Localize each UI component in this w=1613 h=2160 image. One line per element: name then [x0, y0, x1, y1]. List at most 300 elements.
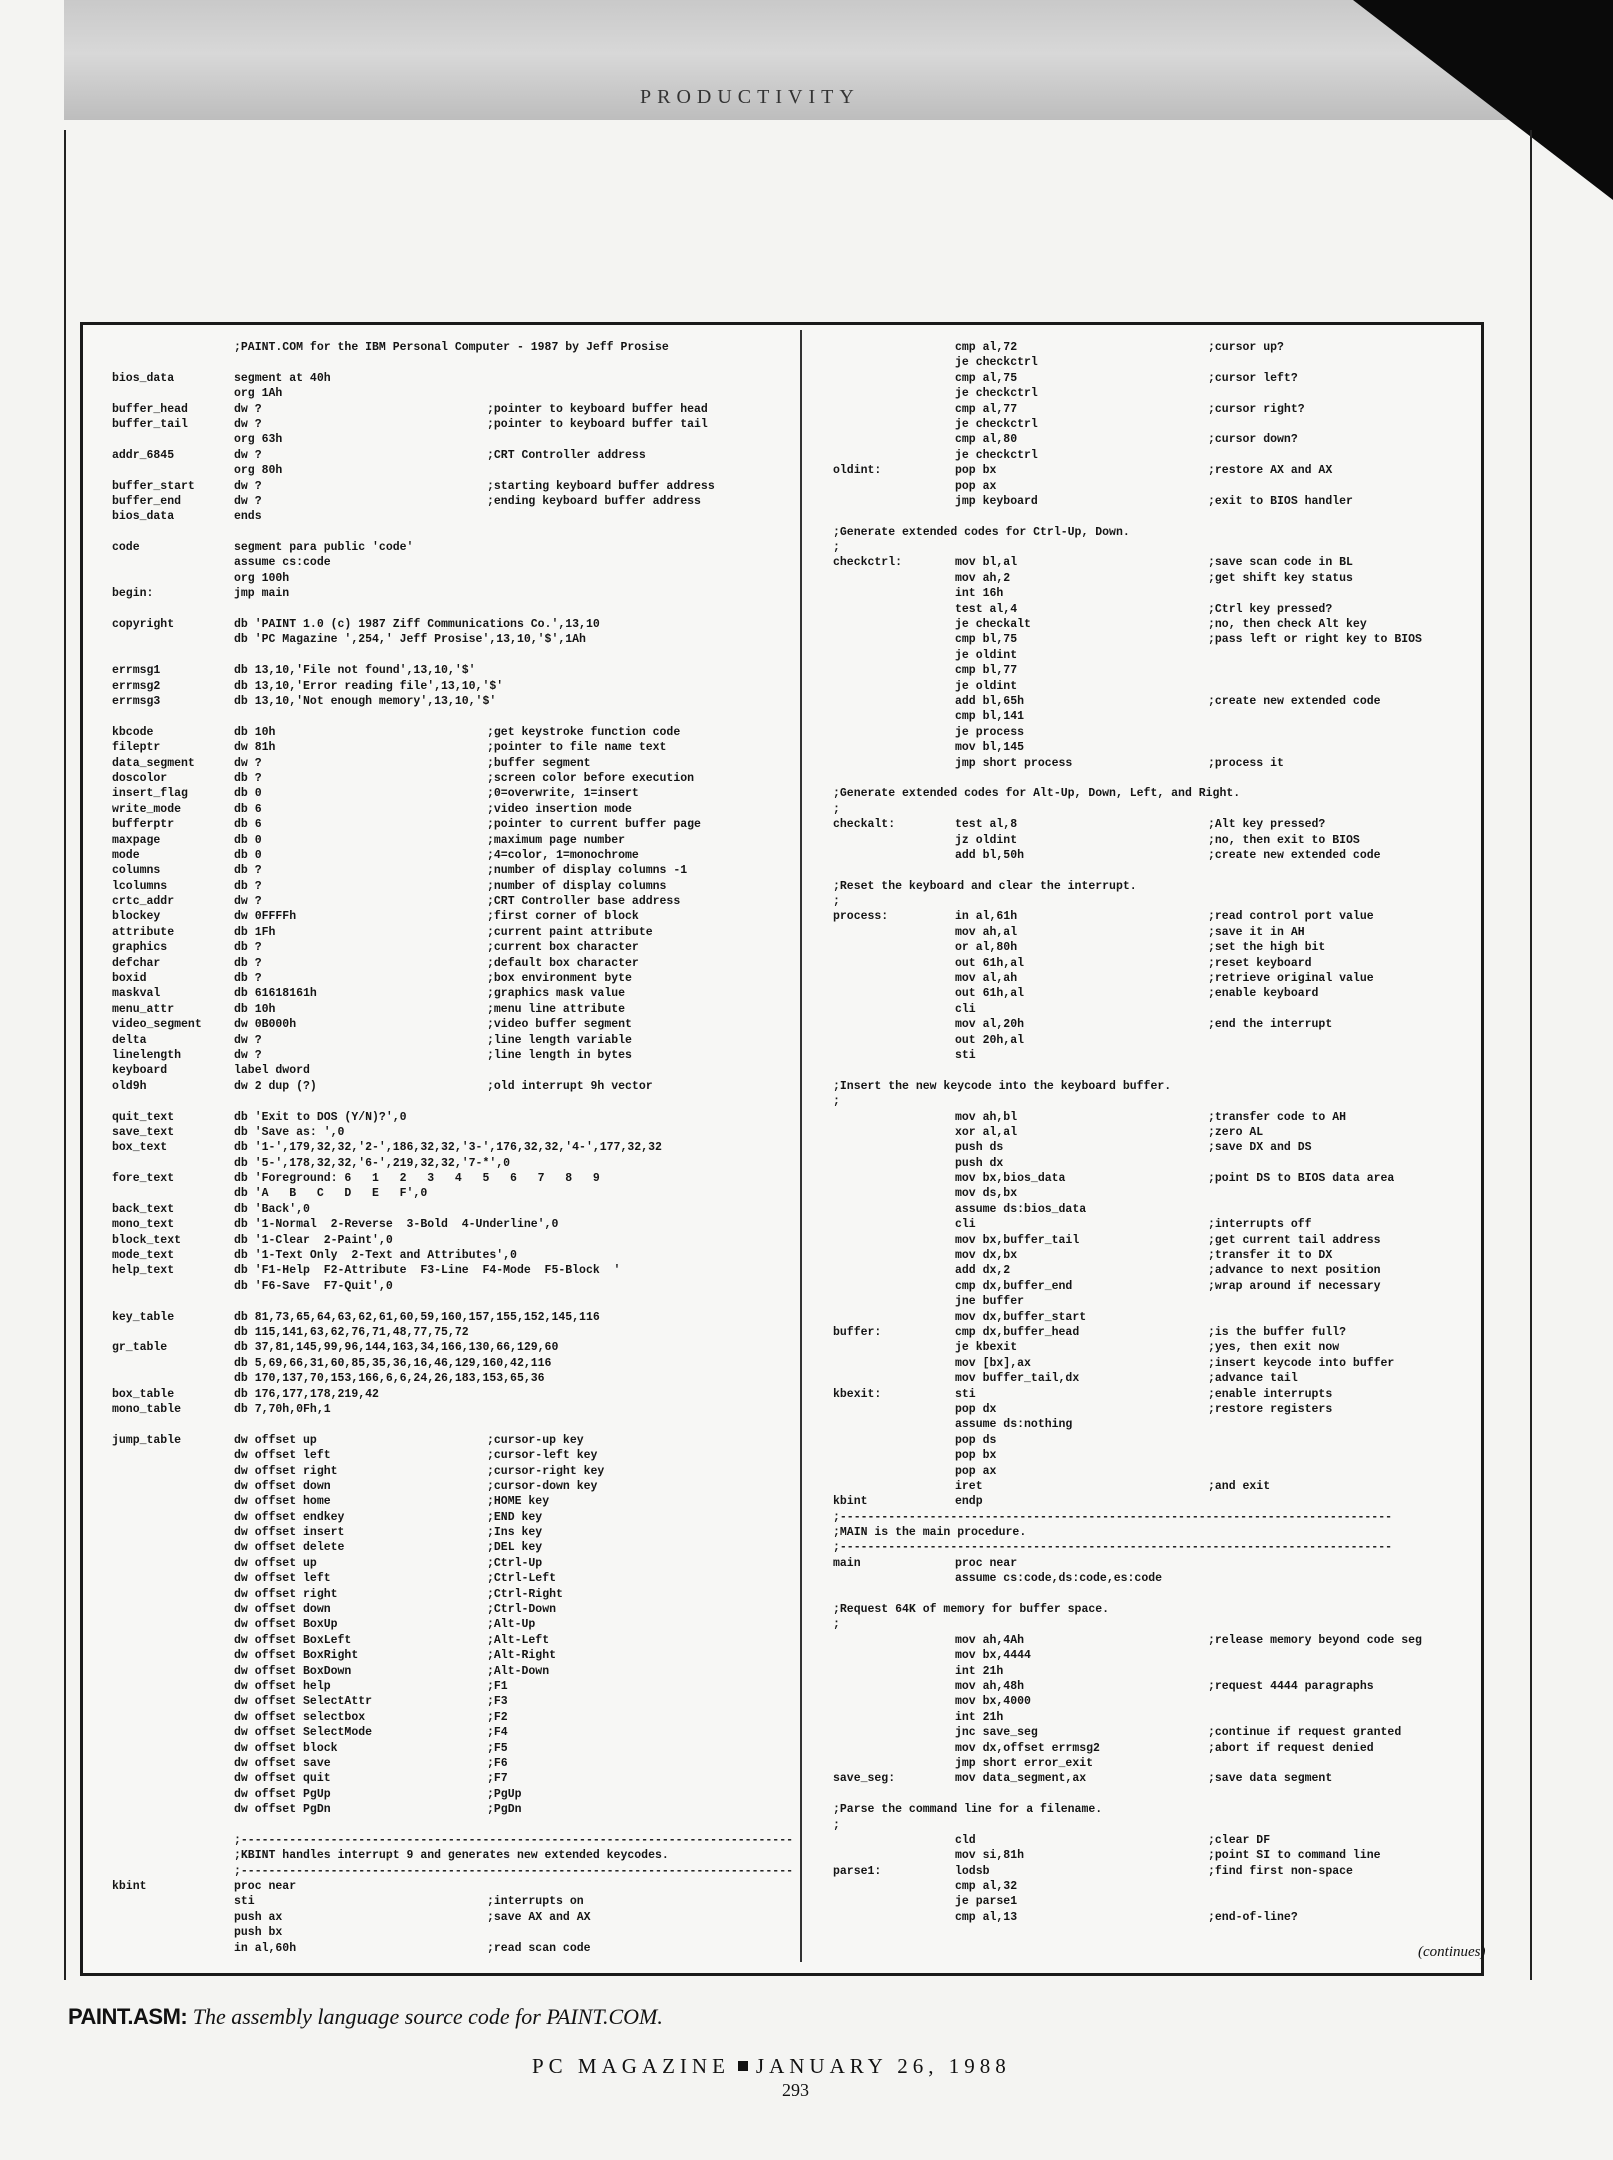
code-line: [112, 940, 802, 955]
code-instruction: assume ds:nothing: [955, 1418, 1073, 1432]
code-instruction: dw offset quit: [234, 1772, 331, 1786]
code-instruction: proc near: [955, 1556, 1018, 1570]
code-line: [833, 1033, 1523, 1048]
code-comment: ;Ctrl-Left: [487, 1572, 557, 1586]
code-line: [112, 602, 802, 617]
code-comment: ;F2: [487, 1710, 508, 1724]
code-line: [833, 355, 1523, 370]
code-line: [833, 1818, 1523, 1833]
code-instruction: db 10h: [234, 725, 276, 739]
code-line: [112, 986, 802, 1001]
code-comment: ;video buffer segment: [487, 1018, 632, 1032]
code-line: [833, 1233, 1523, 1248]
code-line: [833, 1771, 1523, 1786]
code-line: [833, 509, 1523, 524]
page-footer: [532, 2054, 1011, 2079]
page-corner-mark: [1353, 0, 1613, 200]
code-label: keyboard: [112, 1064, 168, 1078]
code-line: [112, 1048, 802, 1063]
code-instruction: push dx: [955, 1156, 1004, 1170]
code-line: [112, 1864, 802, 1879]
code-line: [112, 1771, 802, 1786]
code-line: [833, 1433, 1523, 1448]
code-line: [112, 1510, 802, 1525]
code-instruction: cli: [955, 1002, 976, 1016]
code-instruction: db 0: [234, 833, 262, 847]
code-instruction: dw offset block: [234, 1741, 338, 1755]
code-comment: ;cursor up?: [1208, 341, 1284, 354]
code-instruction: db 115,141,63,62,76,71,48,77,75,72: [234, 1326, 469, 1339]
code-line: [833, 540, 1523, 555]
code-line: [833, 1587, 1523, 1602]
code-instruction: dw offset right: [234, 1464, 338, 1478]
code-label: menu_attr: [112, 1002, 175, 1016]
code-instruction: db 176,177,178,219,42: [234, 1387, 379, 1401]
code-line: [833, 786, 1523, 801]
code-line: [833, 725, 1523, 740]
code-line: [833, 1371, 1523, 1386]
code-line: [833, 694, 1523, 709]
code-line: [833, 848, 1523, 863]
code-instruction: iret: [955, 1479, 983, 1493]
code-label: bufferptr: [112, 818, 175, 832]
code-comment: ;transfer it to DX: [1208, 1249, 1333, 1263]
code-instruction: org 63h: [234, 433, 283, 447]
code-line: [833, 1864, 1523, 1879]
code-comment: ;point SI to command line: [1208, 1849, 1381, 1863]
code-line: [112, 1233, 802, 1248]
code-comment: ;buffer segment: [487, 756, 591, 770]
code-line: [833, 1494, 1523, 1509]
code-line: [833, 1340, 1523, 1355]
code-label: gr_table: [112, 1341, 168, 1355]
code-label: save_text: [112, 1125, 175, 1139]
code-comment: ;get shift key status: [1208, 571, 1353, 585]
code-label: linelength: [112, 1048, 182, 1062]
code-line: [112, 756, 802, 771]
code-instruction: dw ?: [234, 448, 262, 462]
code-line: [112, 817, 802, 832]
code-label: ;Generate extended codes for Alt-Up, Down, Left, and Right.: [833, 787, 1241, 801]
code-instruction: dw 2 dup (?): [234, 1079, 317, 1093]
code-label: key_table: [112, 1310, 175, 1324]
code-line: [833, 586, 1523, 601]
code-line: [833, 940, 1523, 955]
code-line: [112, 617, 802, 632]
code-instruction: mov bx,buffer_tail: [955, 1233, 1080, 1247]
code-instruction: db '1-Clear 2-Paint',0: [234, 1233, 393, 1247]
code-line: [112, 1063, 802, 1078]
code-instruction: pop ax: [955, 1464, 997, 1478]
code-instruction: db ?: [234, 771, 262, 785]
code-instruction: db '1-Text Only 2-Text and Attributes',0: [234, 1249, 517, 1263]
code-instruction: je checkctrl: [955, 448, 1038, 462]
code-line: [833, 1186, 1523, 1201]
code-comment: ;number of display columns: [487, 879, 667, 893]
code-instruction: pop ds: [955, 1433, 997, 1447]
code-comment: ;F7: [487, 1772, 508, 1786]
code-line: [112, 494, 802, 509]
code-comment: ;no, then check Alt key: [1208, 618, 1367, 632]
code-line: [112, 1017, 802, 1032]
code-line: [112, 1125, 802, 1140]
code-comment: ;cursor left?: [1208, 371, 1298, 385]
code-line: [833, 1217, 1523, 1232]
code-label: crtc_addr: [112, 895, 175, 909]
code-line: [833, 956, 1523, 971]
code-comment: ;end-of-line?: [1208, 1910, 1298, 1924]
code-instruction: dw offset PgDn: [234, 1803, 331, 1817]
code-line: [112, 1417, 802, 1432]
code-line: [112, 386, 802, 401]
code-comment: ;get current tail address: [1208, 1233, 1381, 1247]
code-line: [112, 956, 802, 971]
code-comment: ;find first non-space: [1208, 1864, 1353, 1878]
right-rule: [1530, 130, 1532, 1980]
code-line: [833, 1510, 1523, 1525]
code-line: [833, 1571, 1523, 1586]
code-comment: ;F3: [487, 1695, 508, 1709]
code-line: [112, 1571, 802, 1586]
code-label: checkctrl:: [833, 556, 903, 570]
code-instruction: mov bx,bios_data: [955, 1172, 1066, 1186]
code-line: [112, 1802, 802, 1817]
code-label: ;Insert the new keycode into the keyboard buffer.: [833, 1079, 1172, 1093]
code-label: ;Parse the command line for a filename.: [833, 1803, 1103, 1817]
code-line: [833, 909, 1523, 924]
code-label: write_mode: [112, 802, 182, 816]
code-line: [833, 525, 1523, 540]
code-line: [833, 494, 1523, 509]
code-label: fileptr: [112, 741, 161, 755]
code-line: [112, 894, 802, 909]
code-instruction: db 'Save as: ',0: [234, 1125, 345, 1139]
code-line: [112, 1741, 802, 1756]
code-instruction: db ?: [234, 879, 262, 893]
code-line: [112, 632, 802, 647]
code-instruction: cmp bl,75: [955, 633, 1018, 647]
section-label: PRODUCTIVITY: [640, 86, 860, 108]
code-comment: ;Alt-Right: [487, 1649, 557, 1663]
code-comment: ;cursor right?: [1208, 402, 1305, 416]
code-instruction: dw offset home: [234, 1495, 331, 1509]
code-label: parse1:: [833, 1864, 882, 1878]
code-line: [833, 1479, 1523, 1494]
code-line: [112, 1787, 802, 1802]
code-label: errmsg3: [112, 694, 161, 708]
code-comment: ;starting keyboard buffer address: [487, 479, 715, 493]
code-instruction: db 0: [234, 787, 262, 801]
code-instruction: dw ?: [234, 1033, 262, 1047]
code-line: [112, 1725, 802, 1740]
code-instruction: je checkalt: [955, 618, 1031, 632]
code-instruction: db 'A B C D E F',0: [234, 1187, 428, 1201]
code-instruction: db 13,10,'Error reading file',13,10,'$': [234, 679, 504, 693]
code-comment: ;cursor-left key: [487, 1449, 598, 1463]
code-line: [112, 1171, 802, 1186]
code-line: [833, 1094, 1523, 1109]
code-instruction: mov dx,buffer_start: [955, 1310, 1087, 1324]
code-instruction: org 100h: [234, 571, 290, 585]
code-label: boxid: [112, 972, 147, 986]
code-line: [112, 833, 802, 848]
code-comment: ;CRT Controller address: [487, 448, 646, 462]
code-line: [833, 1694, 1523, 1709]
code-line: [833, 1325, 1523, 1340]
code-line: [112, 1217, 802, 1232]
code-line: [112, 740, 802, 755]
code-line: [833, 1741, 1523, 1756]
code-instruction: db 6: [234, 802, 262, 816]
code-label: ;: [833, 802, 840, 816]
code-instruction: cmp bl,77: [955, 664, 1018, 678]
code-comment: ;END key: [487, 1510, 543, 1524]
code-instruction: dw offset right: [234, 1587, 338, 1601]
code-line: [833, 1910, 1523, 1925]
code-instruction: dw offset up: [234, 1556, 317, 1570]
code-instruction: db 37,81,145,99,96,144,163,34,166,130,66,129,60: [234, 1341, 559, 1355]
code-comment: ;is the buffer full?: [1208, 1326, 1347, 1339]
code-line: [112, 1387, 802, 1402]
code-line: [833, 340, 1523, 355]
code-instruction: mov al,ah: [955, 972, 1018, 986]
code-line: [833, 756, 1523, 771]
code-instruction: dw ?: [234, 1048, 262, 1062]
code-instruction: mov ah,2: [955, 571, 1011, 585]
code-line: [112, 1402, 802, 1417]
code-instruction: cmp al,32: [955, 1880, 1018, 1894]
code-label: save_seg:: [833, 1772, 896, 1786]
code-instruction: lodsb: [955, 1864, 990, 1878]
code-instruction: db 'Back',0: [234, 1202, 310, 1216]
code-instruction: dw 81h: [234, 741, 276, 755]
code-instruction: dw ?: [234, 479, 262, 493]
code-instruction: mov bl,al: [955, 556, 1018, 570]
code-comment: ;screen color before execution: [487, 771, 695, 785]
code-instruction: je oldint: [955, 648, 1018, 662]
code-instruction: proc near: [234, 1880, 297, 1894]
code-instruction: db ?: [234, 972, 262, 986]
code-line: [112, 1694, 802, 1709]
code-instruction: dw ?: [234, 402, 262, 416]
code-line: [833, 1356, 1523, 1371]
code-line: [833, 1402, 1523, 1417]
code-label: ;MAIN is the main procedure.: [833, 1526, 1027, 1540]
code-comment: ;read scan code: [487, 1941, 591, 1955]
code-comment: ;save scan code in BL: [1208, 556, 1353, 570]
code-line: [833, 1202, 1523, 1217]
code-instruction: db '1-',179,32,32,'2-',186,32,32,'3-',176,32,32,'4-',177,32,32: [234, 1141, 662, 1155]
code-line: [833, 1633, 1523, 1648]
code-comment: ;insert keycode into buffer: [1208, 1356, 1395, 1370]
code-label: attribute: [112, 925, 175, 939]
code-line: [112, 417, 802, 432]
code-instruction: mov bl,145: [955, 741, 1025, 755]
code-instruction: mov buffer_tail,dx: [955, 1372, 1080, 1386]
code-comment: ;continue if request granted: [1208, 1726, 1402, 1740]
code-line: [833, 663, 1523, 678]
code-comment: ;Alt key pressed?: [1208, 818, 1326, 832]
code-line: [833, 463, 1523, 478]
code-label: checkalt:: [833, 818, 896, 832]
code-comment: ;get keystroke function code: [487, 725, 681, 739]
code-instruction: out 61h,al: [955, 956, 1025, 970]
code-comment: ;advance tail: [1208, 1372, 1298, 1386]
code-instruction: jz oldint: [955, 833, 1018, 847]
code-instruction: db 61618161h: [234, 987, 317, 1001]
code-label: mode_text: [112, 1249, 175, 1263]
code-instruction: cmp al,72: [955, 341, 1018, 354]
code-instruction: db '5-',178,32,32,'6-',219,32,32,'7-*',0: [234, 1156, 511, 1170]
code-line: [833, 417, 1523, 432]
code-comment: ;4=color, 1=monochrome: [487, 848, 639, 862]
code-comment: ;pointer to keyboard buffer tail: [487, 417, 708, 431]
code-instruction: dw offset insert: [234, 1526, 345, 1540]
code-line: [112, 355, 802, 370]
code-line: [112, 1925, 802, 1940]
caption-text: The assembly language source code for PAINT.COM.: [187, 2004, 663, 2029]
code-line: [833, 632, 1523, 647]
code-label: errmsg1: [112, 664, 161, 678]
code-comment: ;Alt-Down: [487, 1664, 550, 1678]
code-comment: ;cursor-right key: [487, 1464, 605, 1478]
code-instruction: jmp short process: [955, 756, 1073, 770]
code-comment: ;point DS to BIOS data area: [1208, 1172, 1395, 1186]
code-instruction: cmp dx,buffer_end: [955, 1279, 1073, 1293]
code-instruction: jne buffer: [955, 1295, 1025, 1309]
code-line: [833, 371, 1523, 386]
code-comment: ;menu line attribute: [487, 1002, 626, 1016]
code-comment: ;no, then exit to BIOS: [1208, 833, 1360, 847]
code-instruction: pop bx: [955, 464, 997, 478]
code-label: buffer_tail: [112, 417, 188, 431]
code-instruction: mov dx,bx: [955, 1249, 1018, 1263]
code-line: [833, 1464, 1523, 1479]
code-line: [112, 1448, 802, 1463]
code-comment: ;read control port value: [1208, 910, 1374, 924]
code-line: [833, 1002, 1523, 1017]
code-instruction: endp: [955, 1495, 983, 1509]
code-line: [833, 602, 1523, 617]
code-instruction: je checkctrl: [955, 356, 1038, 370]
code-label: begin:: [112, 587, 154, 601]
code-label: ;: [833, 1095, 840, 1109]
code-comment: ;save data segment: [1208, 1772, 1333, 1786]
code-line: [833, 1602, 1523, 1617]
code-instruction: db ?: [234, 864, 262, 878]
code-label: ;: [833, 1618, 840, 1632]
code-line: [833, 386, 1523, 401]
code-label: insert_flag: [112, 787, 188, 801]
code-line: [112, 1110, 802, 1125]
code-comment: ;advance to next position: [1208, 1264, 1381, 1278]
code-instruction: db 13,10,'File not found',13,10,'$': [234, 664, 476, 678]
code-comment: ;release memory beyond code seg: [1208, 1633, 1422, 1647]
code-line: [833, 1417, 1523, 1432]
code-instruction: test al,8: [955, 818, 1018, 832]
code-instruction: mov ah,48h: [955, 1679, 1025, 1693]
caption-title: PAINT.ASM:: [68, 2004, 188, 2029]
code-line: [833, 709, 1523, 724]
code-line: [112, 1433, 802, 1448]
code-line: [833, 479, 1523, 494]
code-instruction: ;--------------------------------------------------------------------------------: [234, 1864, 793, 1878]
code-line: [112, 525, 802, 540]
code-line: [833, 679, 1523, 694]
code-line: [112, 694, 802, 709]
code-label: box_table: [112, 1387, 175, 1401]
code-line: [112, 340, 802, 355]
code-instruction: mov bx,4444: [955, 1649, 1031, 1663]
code-instruction: int 21h: [955, 1710, 1004, 1724]
code-comment: ;current paint attribute: [487, 925, 653, 939]
code-instruction: je kbexit: [955, 1341, 1018, 1355]
code-line: [112, 648, 802, 663]
code-instruction: dw offset PgUp: [234, 1787, 331, 1801]
code-comment: ;request 4444 paragraphs: [1208, 1679, 1374, 1693]
code-line: [112, 1756, 802, 1771]
code-line: [112, 1617, 802, 1632]
code-line: [833, 1833, 1523, 1848]
code-label: maxpage: [112, 833, 161, 847]
code-instruction: cmp bl,141: [955, 710, 1025, 724]
code-label: addr_6845: [112, 448, 175, 462]
code-label: columns: [112, 864, 161, 878]
code-line: [833, 571, 1523, 586]
code-line: [833, 1156, 1523, 1171]
code-line: [833, 555, 1523, 570]
code-label: lcolumns: [112, 879, 168, 893]
code-label: delta: [112, 1033, 147, 1047]
code-instruction: dw offset up: [234, 1433, 317, 1447]
code-line: [112, 1602, 802, 1617]
code-label: buffer_end: [112, 494, 182, 508]
code-line: [112, 1664, 802, 1679]
code-line: [112, 1033, 802, 1048]
code-line: [833, 1710, 1523, 1725]
code-label: doscolor: [112, 771, 168, 785]
code-comment: ;0=overwrite, 1=insert: [487, 787, 639, 801]
code-line: [833, 1648, 1523, 1663]
code-line: [112, 1818, 802, 1833]
code-comment: ;cursor-up key: [487, 1433, 584, 1447]
code-label: kbexit:: [833, 1387, 882, 1401]
code-line: [112, 1140, 802, 1155]
code-line: [833, 740, 1523, 755]
code-instruction: db 7,70h,0Fh,1: [234, 1402, 331, 1416]
code-comment: ;Ctrl-Right: [487, 1587, 563, 1601]
code-line: [833, 879, 1523, 894]
code-comment: ;PgDn: [487, 1803, 522, 1817]
code-comment: ;graphics mask value: [487, 987, 626, 1001]
code-comment: ;and exit: [1208, 1479, 1271, 1493]
code-line: [833, 817, 1523, 832]
code-comment: ;save it in AH: [1208, 925, 1305, 939]
code-instruction: mov si,81h: [955, 1849, 1025, 1863]
code-comment: ;reset keyboard: [1208, 956, 1312, 970]
code-line: [833, 771, 1523, 786]
code-line: [833, 1110, 1523, 1125]
code-instruction: ;KBINT handles interrupt 9 and generates new extended keycodes.: [234, 1849, 669, 1863]
code-line: [112, 1633, 802, 1648]
code-line: [833, 863, 1523, 878]
code-comment: ;old interrupt 9h vector: [487, 1079, 653, 1093]
code-line: [833, 1448, 1523, 1463]
code-line: [833, 971, 1523, 986]
code-line: [112, 479, 802, 494]
code-instruction: db 170,137,70,153,166,6,6,24,26,183,153,65,36: [234, 1372, 545, 1386]
code-label: ;Reset the keyboard and clear the interrupt.: [833, 879, 1137, 893]
